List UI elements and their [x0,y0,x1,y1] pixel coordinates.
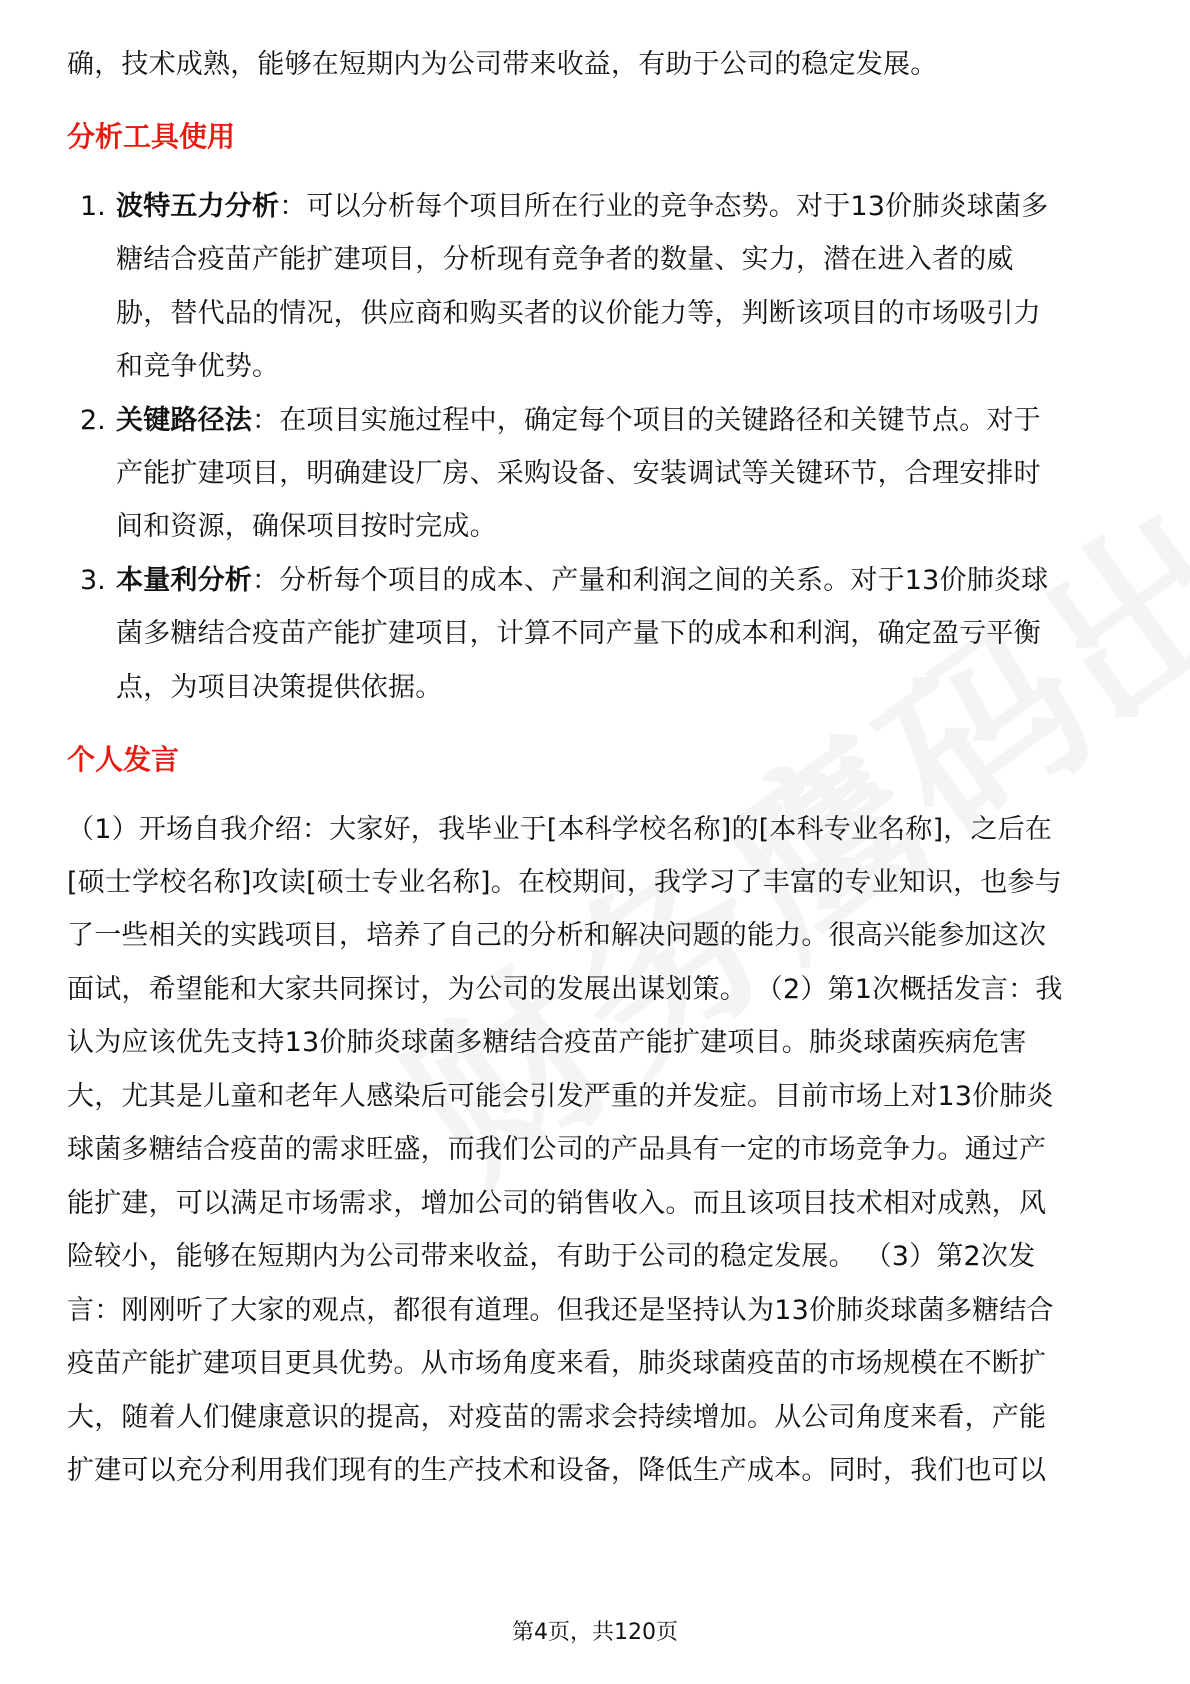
list-item-line: 胁，替代品的情况，供应商和购买者的议价能力等，判断该项目的市场吸引力 [116,298,1041,329]
intro-line: 确，技术成熟，能够在短期内为公司带来收益，有助于公司的稳定发展。 [67,49,938,80]
list-item-term: 本量利分析 [116,565,252,596]
list-item-line: 糖结合疫苗产能扩建项目，分析现有竞争者的数量、实力，潜在进入者的威 [116,244,1014,275]
list-item-line: 间和资源，确保项目按时完成。 [116,511,497,542]
paragraph-line: 球菌多糖结合疫苗的需求旺盛，而我们公司的产品具有一定的市场竞争力。通过产 [67,1134,1047,1165]
list-item-line: 和竞争优势。 [116,351,280,382]
paragraph-line: 险较小，能够在短期内为公司带来收益，有助于公司的稳定发展。 （3）第2次发 [67,1241,1036,1272]
list-number: 2. [80,405,106,436]
list-item-line: 菌多糖结合疫苗产能扩建项目，计算不同产量下的成本和利润，确定盈亏平衡 [116,618,1041,649]
paragraph-line: 面试，希望能和大家共同探讨，为公司的发展出谋划策。 （2）第1次概括发言：我 [67,974,1063,1005]
list-item-line: 点，为项目决策提供依据。 [116,672,443,703]
list-item-term: 关键路径法 [116,405,252,436]
paragraph-line: 能扩建，可以满足市场需求，增加公司的销售收入。而且该项目技术相对成熟，风 [67,1188,1047,1219]
paragraph-line: 疫苗产能扩建项目更具优势。从市场角度来看，肺炎球菌疫苗的市场规模在不断扩 [67,1348,1047,1379]
section-heading-analysis-tools: 分析工具使用 [67,120,236,153]
list-item-first-line [116,562,1048,600]
paragraph-line: [硕士学校名称]攻读[硕士专业名称]。在校期间，我学习了丰富的专业知识，也参与 [67,867,1062,898]
paragraph-line: 认为应该优先支持13价肺炎球菌多糖结合疫苗产能扩建项目。肺炎球菌疾病危害 [67,1027,1027,1058]
list-item-text: ：在项目实施过程中，确定每个项目的关键路径和关键节点。对于 [252,405,1041,436]
section-heading-personal-speech: 个人发言 [67,743,180,776]
list-number: 1. [80,191,106,222]
list-item-line: 产能扩建项目，明确建设厂房、采购设备、安装调试等关键环节，合理安排时 [116,458,1041,489]
list-item-first-line [116,402,1041,440]
page-footer: 第4页，共120页 [512,1620,678,1645]
list-item-first-line [116,188,1048,226]
paragraph-line: 了一些相关的实践项目，培养了自己的分析和解决问题的能力。很高兴能参加这次 [67,920,1047,951]
paragraph-line: 扩建可以充分利用我们现有的生产技术和设备，降低生产成本。同时，我们也可以 [67,1455,1047,1486]
list-number: 3. [80,565,106,596]
list-item-text: ：可以分析每个项目所在行业的竞争态势。对于13价肺炎球菌多 [279,191,1049,222]
list-item-text: ：分析每个项目的成本、产量和利润之间的关系。对于13价肺炎球 [252,565,1049,596]
paragraph-line: 言：刚刚听了大家的观点，都很有道理。但我还是坚持认为13价肺炎球菌多糖结合 [67,1295,1054,1326]
list-item-term: 波特五力分析 [116,191,280,222]
paragraph-line: 大，随着人们健康意识的提高，对疫苗的需求会持续增加。从公司角度来看，产能 [67,1402,1047,1433]
paragraph-line: （1）开场自我介绍：大家好，我毕业于[本科学校名称]的[本科专业名称]，之后在 [67,814,1053,845]
paragraph-line: 大，尤其是儿童和老年人感染后可能会引发严重的并发症。目前市场上对13价肺炎 [67,1081,1054,1112]
